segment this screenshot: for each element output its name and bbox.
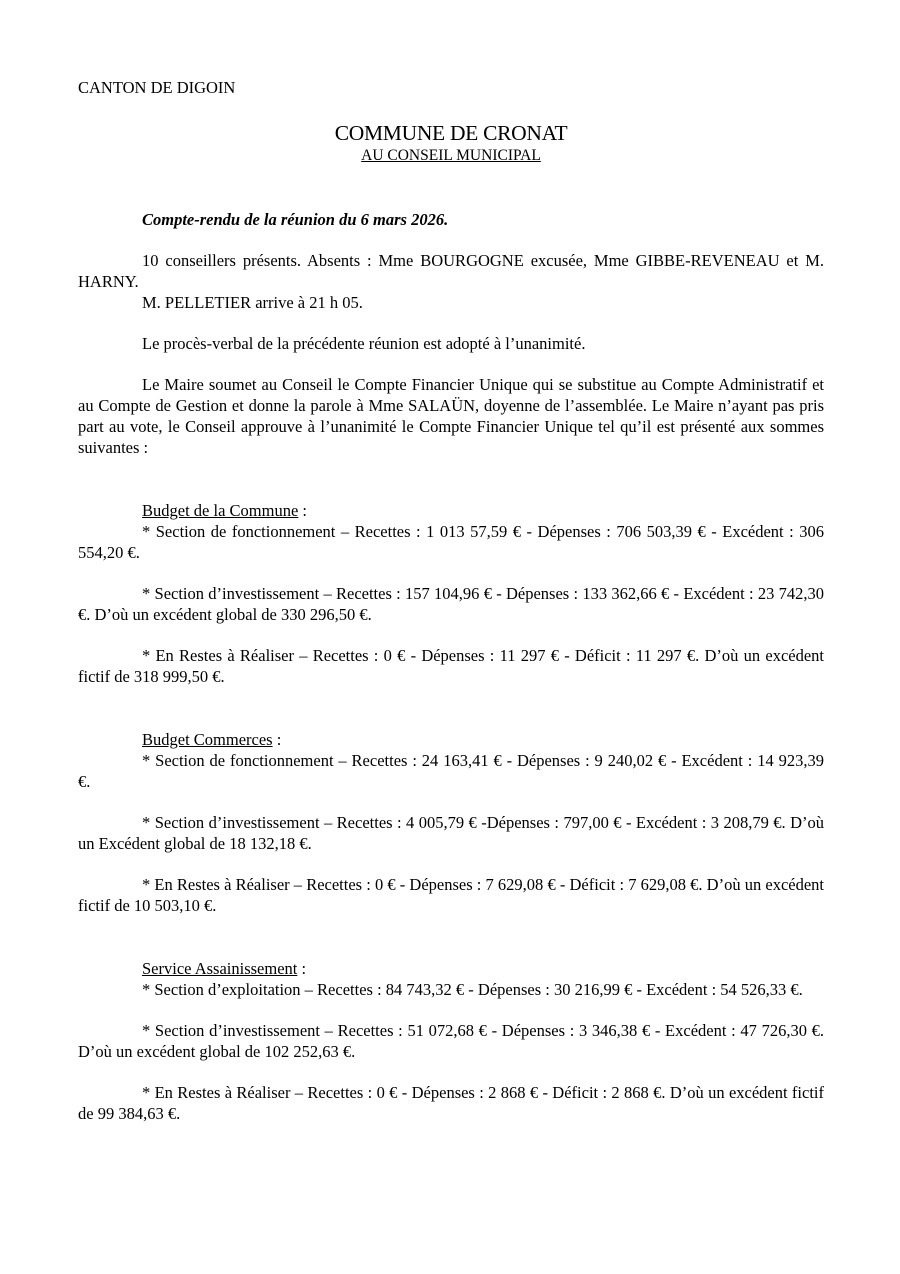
budget-section — [78, 500, 824, 687]
budget-line: * En Restes à Réaliser – Recettes : 0 € - Dépenses : 2 868 € - Déficit : 2 868 €. D’où un excédent fictif de 99 384,63 €. — [78, 1083, 824, 1123]
arrival-paragraph: M. PELLETIER arrive à 21 h 05. — [142, 293, 363, 312]
budget-line: * En Restes à Réaliser – Recettes : 0 € - Dépenses : 7 629,08 € - Déficit : 7 629,08 €. D’où un excédent fictif de 10 503,10 €. — [78, 875, 824, 915]
canton-header: CANTON DE DIGOIN — [78, 78, 236, 97]
budget-section — [78, 729, 824, 916]
budget-line: * Section de fonctionnement – Recettes : 1 013 57,59 € - Dépenses : 706 503,39 € - Excédent : 306 554,20 €. — [78, 522, 824, 562]
budget-line: * Section d’investissement – Recettes : 157 104,96 € - Dépenses : 133 362,66 € - Excédent : 23 742,30 €. D’où un excédent global de 330 296,50 €. — [78, 584, 824, 624]
budget-title-suffix: : — [298, 501, 307, 520]
budget-section — [78, 958, 824, 1124]
budget-heading — [78, 729, 824, 750]
presence-paragraph: 10 conseillers présents. Absents : Mme BOURGOGNE excusée, Mme GIBBE-REVENEAU et M. HARNY. — [78, 251, 824, 291]
budget-title: Service Assainissement — [142, 959, 298, 978]
title-block — [78, 120, 824, 166]
budget-heading — [78, 958, 824, 979]
compte-rendu-heading: Compte-rendu de la réunion du 6 mars 2026. — [142, 210, 449, 229]
budget-line: * Section d’investissement – Recettes : 51 072,68 € - Dépenses : 3 346,38 € - Excédent : 47 726,30 €. D’où un excédent global de 102 252,63 €. — [78, 1021, 824, 1061]
budget-title: Budget Commerces — [142, 730, 273, 749]
cfu-paragraph: Le Maire soumet au Conseil le Compte Financier Unique qui se substitue au Compte Administratif et au Compte de Gestion et donne la parole à Mme SALAÜN, doyenne de l’assemblée. Le Maire n’ayant pas pris part au vote, le Conseil approuve à l’unanimité le Compte Financier Unique tel qu’il est présenté aux sommes suivantes : — [78, 375, 824, 457]
budget-title: Budget de la Commune — [142, 501, 299, 520]
budget-line: * Section de fonctionnement – Recettes : 24 163,41 € - Dépenses : 9 240,02 € - Excédent : 14 923,39 €. — [78, 751, 824, 791]
document-body — [78, 209, 824, 1124]
pv-paragraph: Le procès-verbal de la précédente réunion est adopté à l’unanimité. — [142, 334, 586, 353]
budget-line: * En Restes à Réaliser – Recettes : 0 € - Dépenses : 11 297 € - Déficit : 11 297 €. D’où un excédent fictif de 318 999,50 €. — [78, 646, 824, 686]
budget-title-suffix: : — [297, 959, 307, 978]
conseil-subtitle: AU CONSEIL MUNICIPAL — [361, 147, 541, 164]
budget-title-suffix: : — [272, 730, 282, 749]
budget-line: * Section d’exploitation – Recettes : 84 743,32 € - Dépenses : 30 216,99 € - Excédent : 54 526,33 €. — [142, 980, 803, 999]
budget-heading — [78, 500, 824, 521]
budget-line: * Section d’investissement – Recettes : 4 005,79 € -Dépenses : 797,00 € - Excédent : 3 208,79 €. D’où un Excédent global de 18 132,18 €. — [78, 813, 824, 853]
commune-title: COMMUNE DE CRONAT — [334, 121, 568, 145]
